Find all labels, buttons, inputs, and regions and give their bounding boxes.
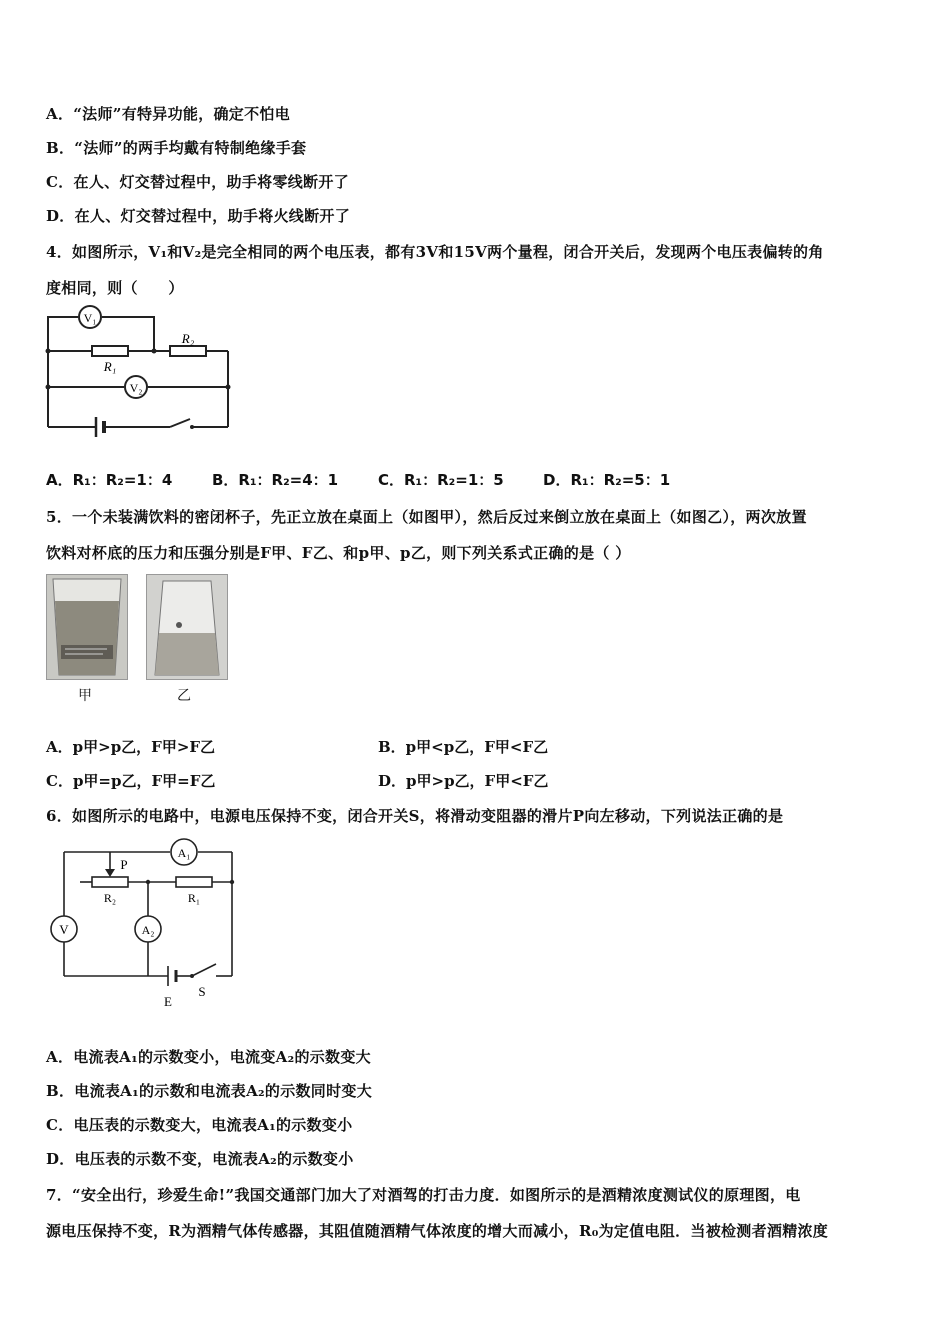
q5-caption-yi: 乙	[177, 688, 191, 704]
q4-stem-line1: 4．如图所示，V₁和V₂是完全相同的两个电压表，都有3V和15V两个量程，闭合开关后，发现两个电压表偏转的角	[46, 243, 824, 261]
q4-option-c: C．R₁：R₂=1：5	[378, 471, 504, 489]
q5-cup-inverted-photo	[146, 574, 228, 680]
q6-option-b: B．电流表A₁的示数和电流表A₂的示数同时变大	[46, 1082, 372, 1100]
q7-stem-line1: 7．“安全出行，珍爱生命!”我国交通部门加大了对酒驾的打击力度．如图所示的是酒精浓度测试仪的原理图，电	[46, 1186, 801, 1204]
q6-fig-a2: A₂	[141, 923, 155, 937]
q5-option-a: A．p甲>p乙，F甲>F乙	[46, 738, 216, 756]
q6-fig-e: E	[164, 994, 172, 1009]
q6-fig-v: V	[59, 922, 69, 937]
q6-fig-s: S	[198, 984, 206, 999]
q5-stem-line2: 饮料对杯底的压力和压强分别是F甲、F乙、和p甲、p乙，则下列关系式正确的是（ ）	[46, 544, 631, 562]
q4-fig-v2: V₂	[129, 381, 143, 395]
q6-option-a: A．电流表A₁的示数变小，电流变A₂的示数变大	[46, 1048, 371, 1066]
q5-option-c: C．p甲=p乙，F甲=F乙	[46, 772, 216, 790]
q6-fig-p: P	[120, 857, 128, 872]
q4-fig-v1: V₁	[83, 311, 97, 325]
q6-option-c: C．电压表的示数变大，电流表A₁的示数变小	[46, 1116, 353, 1134]
q6-stem: 6．如图所示的电路中，电源电压保持不变，闭合开关S，将滑动变阻器的滑片P向左移动，下列说法正确的是	[46, 807, 784, 825]
q6-option-d: D．电压表的示数不变，电流表A₂的示数变小	[46, 1150, 354, 1168]
q5-option-d: D．p甲>p乙，F甲<F乙	[378, 772, 549, 790]
q4-circuit-diagram	[40, 305, 240, 445]
q7-stem-line2: 源电压保持不变，R为酒精气体传感器，其阻值随酒精气体浓度的增大而减小，R₀为定值电阻．当被检测者酒精浓度	[46, 1222, 829, 1240]
q6-fig-a1: A₁	[177, 846, 191, 860]
q5-caption-jia: 甲	[78, 688, 92, 704]
q4-option-d: D．R₁：R₂=5：1	[543, 471, 671, 489]
q4-stem-line2: 度相同，则（ ）	[46, 279, 184, 297]
q5-option-b: B．p甲<p乙，F甲<F乙	[378, 738, 549, 756]
q4-fig-r2: R₂	[181, 331, 195, 346]
q4-option-a: A．R₁：R₂=1：4	[46, 471, 173, 489]
q6-fig-r1: R₁	[187, 891, 201, 905]
q6-fig-r2: R₂	[103, 891, 117, 905]
q4-fig-r1: R₁	[103, 359, 117, 374]
q3-option-b: B．“法师”的两手均戴有特制绝缘手套	[46, 139, 307, 157]
q5-cup-upright-photo	[46, 574, 128, 680]
q3-option-a: A．“法师”有特异功能，确定不怕电	[46, 105, 290, 123]
q4-option-b: B．R₁：R₂=4：1	[212, 471, 339, 489]
q3-option-d: D．在人、灯交替过程中，助手将火线断开了	[46, 207, 351, 225]
q5-stem-line1: 5．一个未装满饮料的密闭杯子，先正立放在桌面上（如图甲），然后反过来倒立放在桌面上（如图乙），两次放置	[46, 508, 807, 526]
q3-option-c: C．在人、灯交替过程中，助手将零线断开了	[46, 173, 349, 191]
q6-circuit-diagram	[44, 836, 244, 1016]
